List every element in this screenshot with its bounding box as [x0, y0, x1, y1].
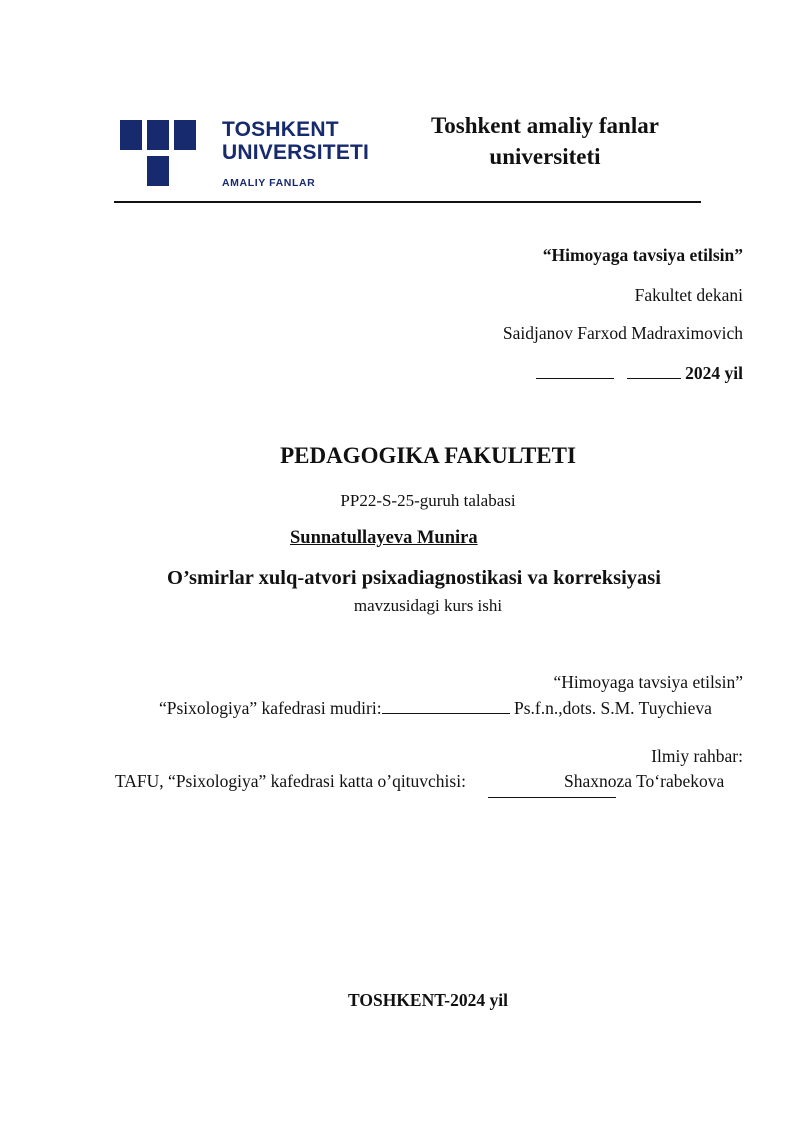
advisor-name: Shaxnoza To‘rabekova [564, 771, 725, 791]
department-head-label: “Psixologiya” kafedrasi mudiri: [159, 698, 382, 718]
logo-square [147, 156, 169, 186]
group-label: PP22-S-25-guruh talabasi [340, 491, 516, 510]
advisor-label: TAFU, “Psixologiya” kafedrasi katta o’qituvchisi: [115, 771, 466, 791]
university-name: Toshkent amaliy fanlar universiteti [431, 113, 659, 169]
university-logo-mark [120, 120, 202, 188]
logo-square [120, 120, 142, 150]
logo-square [147, 120, 169, 150]
date-blank [627, 362, 681, 379]
approval-title: “Himoyaga tavsiya etilsin” [542, 245, 743, 265]
department-head-name: Ps.f.n.,dots. S.M. Tuychieva [513, 698, 712, 718]
student-name: Sunnatullayeva Munira [290, 528, 478, 548]
footer-city-year: TOSHKENT-2024 yil [348, 990, 508, 1010]
dean-name: Saidjanov Farxod Madraximovich [502, 323, 743, 343]
logo-text-line2: UNIVERSITETI [222, 141, 370, 164]
logo-square [174, 120, 196, 150]
work-type: mavzusidagi kurs ishi [353, 596, 503, 615]
signature-blank [536, 362, 614, 379]
signature-blank [382, 697, 510, 714]
dean-role: Fakultet dekani [634, 285, 743, 305]
approval-title-bottom: “Himoyaga tavsiya etilsin” [553, 672, 743, 692]
logo-text-line1: TOSHKENT [222, 118, 339, 141]
faculty-title: PEDAGOGIKA FAKULTETI [280, 443, 576, 468]
header-divider [114, 201, 701, 203]
signature-date-line [536, 362, 743, 384]
advisor-title: Ilmiy rahbar: [651, 746, 743, 766]
department-head-line [159, 697, 712, 719]
logo-text-line3: AMALIY FANLAR [222, 177, 316, 189]
approval-year: 2024 yil [685, 363, 743, 383]
course-topic: O’smirlar xulq-atvori psixadiagnostikasi va korreksiyasi [167, 567, 661, 589]
